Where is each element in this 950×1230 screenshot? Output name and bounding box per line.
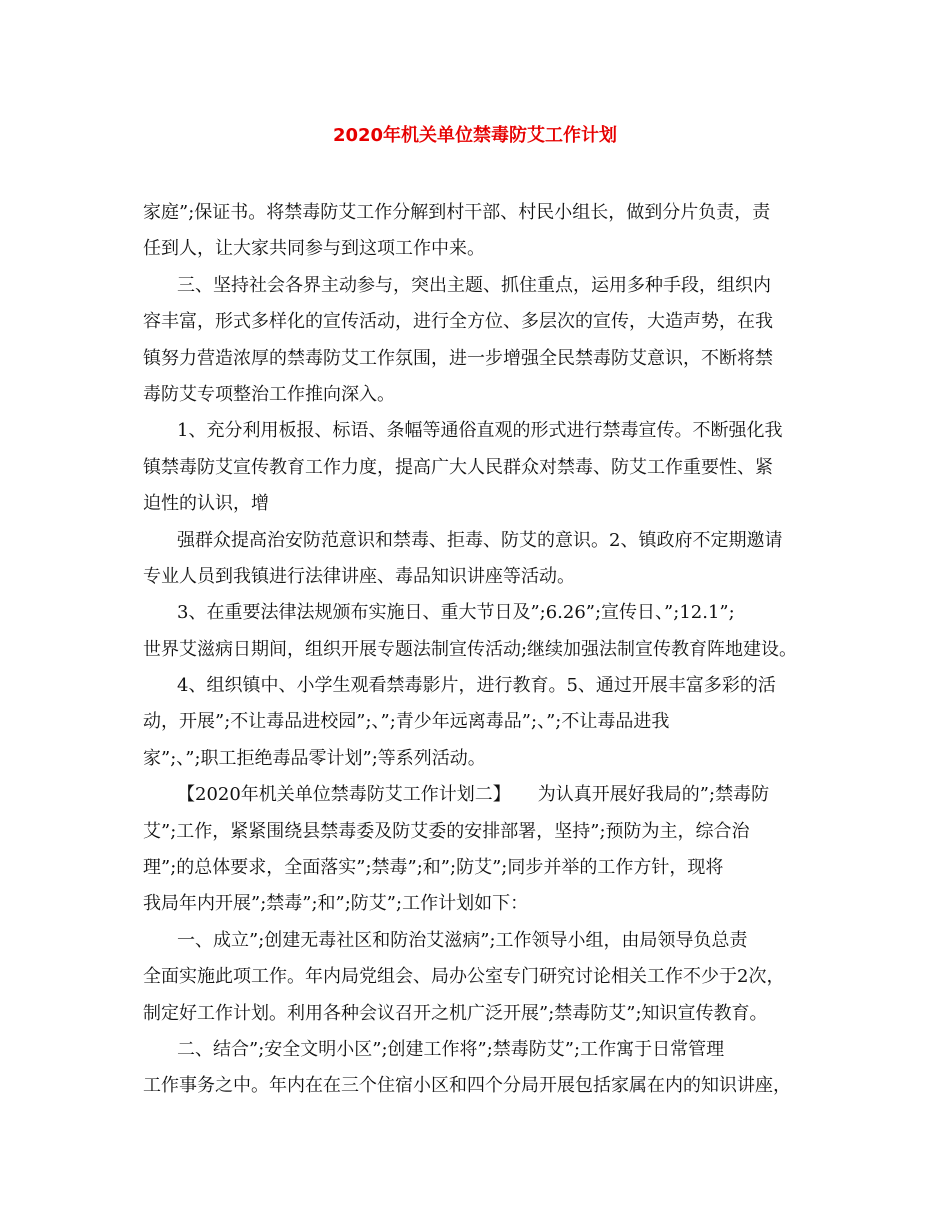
paragraph-line: 强群众提高治安防范意识和禁毒、拒毒、防艾的意识。2、镇政府不定期邀请 bbox=[177, 529, 783, 551]
paragraph-line: 4、组织镇中、小学生观看禁毒影片，进行教育。5、通过开展丰富多彩的活 bbox=[177, 675, 776, 697]
text-line: 我局年内开展”;禁毒”;和”;防艾”;工作计划如下： bbox=[143, 893, 529, 915]
text-line: 动，开展”;不让毒品进校园”;、”;青少年远离毒品”;、”;不让毒品进我 bbox=[143, 711, 670, 733]
paragraph-line: 三、坚持社会各界主动参与，突出主题、抓住重点，运用多种手段，组织内 bbox=[177, 274, 771, 296]
text-line: 毒防艾专项整治工作推向深入。 bbox=[143, 383, 395, 405]
text-line: 迫性的认识，增 bbox=[143, 493, 269, 515]
text-line: 世界艾滋病日期间，组织开展专题法制宣传活动;继续加强法制宣传教育阵地建设。 bbox=[143, 638, 798, 660]
paragraph-line: 一、成立”;创建无毒社区和防治艾滋病”;工作领导小组，由局领导负总责 bbox=[177, 929, 748, 951]
paragraph-line: 二、结合”;安全文明小区”;创建工作将”;禁毒防艾”;工作寓于日常管理 bbox=[177, 1038, 725, 1060]
paragraph-line: 3、在重要法律法规颁布实施日、重大节日及”;6.26”;宣传日、”;12.1”; bbox=[177, 602, 735, 624]
text-line: 艾”;工作，紧紧围绕县禁毒委及防艾委的安排部署，坚持”;预防为主，综合治 bbox=[143, 820, 750, 842]
text-line: 制定好工作计划。利用各种会议召开之机广泛开展”;禁毒防艾”;知识宣传教育。 bbox=[143, 1002, 768, 1024]
paragraph-line: 1、充分利用板报、标语、条幅等通俗直观的形式进行禁毒宣传。不断强化我 bbox=[177, 420, 783, 442]
text-line: 专业人员到我镇进行法律讲座、毒品知识讲座等活动。 bbox=[143, 565, 575, 587]
document-title: 2020年机关单位禁毒防艾工作计划 bbox=[332, 125, 618, 146]
paragraph-line: 【2020年机关单位禁毒防艾工作计划二】 为认真开展好我局的”;禁毒防 bbox=[177, 784, 770, 806]
text-line: 镇努力营造浓厚的禁毒防艾工作氛围，进一步增强全民禁毒防艾意识，不断将禁 bbox=[143, 347, 773, 369]
text-line: 家”;、”;职工拒绝毒品零计划”;等系列活动。 bbox=[143, 747, 486, 769]
text-line: 家庭”;保证书。将禁毒防艾工作分解到村干部、村民小组长，做到分片负责，责 bbox=[143, 202, 771, 223]
text-line: 工作事务之中。年内在在三个住宿小区和四个分局开展包括家属在内的知识讲座， bbox=[143, 1075, 791, 1097]
text-line: 容丰富，形式多样化的宣传活动，进行全方位、多层次的宣传，大造声势，在我 bbox=[143, 311, 773, 333]
document-body bbox=[143, 195, 823, 1105]
text-line: 全面实施此项工作。年内局党组会、局办公室专门研究讨论相关工作不少于2次， bbox=[143, 966, 785, 988]
text-line: 任到人，让大家共同参与到这项工作中来。 bbox=[143, 238, 485, 260]
text-line: 镇禁毒防艾宣传教育工作力度，提高广大人民群众对禁毒、防艾工作重要性、紧 bbox=[143, 456, 773, 478]
text-line: 理”;的总体要求，全面落实”;禁毒”;和”;防艾”;同步并举的工作方针，现将 bbox=[143, 857, 724, 879]
